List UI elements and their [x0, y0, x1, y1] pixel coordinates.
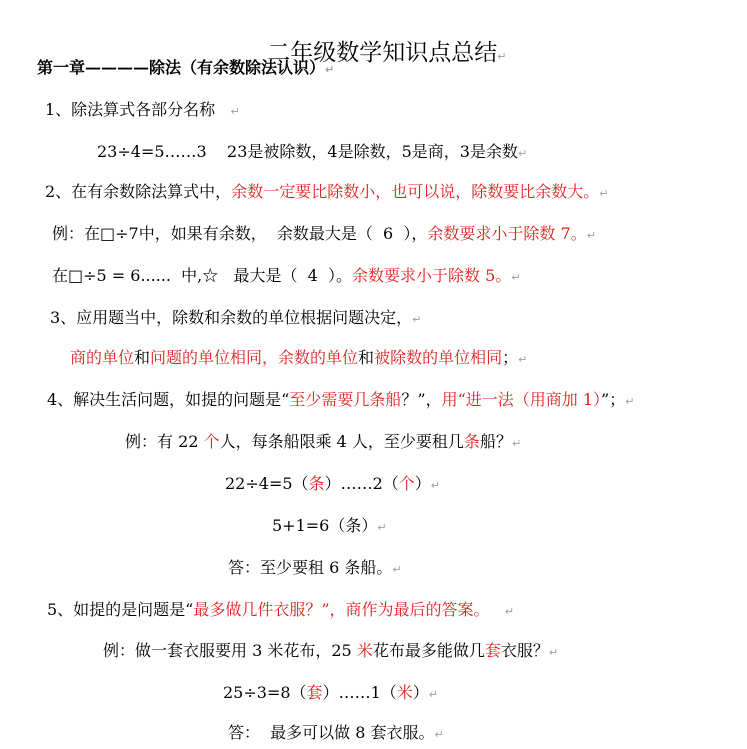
body-text: 4、解决生活问题，如提的问题是“	[47, 390, 290, 409]
text-line	[50, 308, 421, 327]
body-text: ；	[502, 348, 519, 367]
body-text: 花布最多能做几	[372, 641, 485, 660]
text-line	[37, 58, 334, 77]
paragraph-mark-icon: ↵	[548, 646, 559, 659]
highlight-text: 至少需要几条船	[289, 390, 402, 409]
highlight-text: 套	[306, 683, 323, 702]
paragraph-mark-icon: ↵	[230, 105, 240, 118]
paragraph-mark-icon: ↵	[430, 479, 440, 492]
highlight-text: 余数一定要比除数小，也可以说，除数要比余数大。	[231, 182, 600, 201]
paragraph-mark-icon: ↵	[434, 728, 444, 741]
body-text: ？”，	[401, 390, 442, 409]
highlight-text: 个	[203, 432, 220, 451]
body-text: 在□÷5 = 6...... 中,☆ 最大是（ 4 ）。	[52, 266, 353, 285]
highlight-text: 米	[396, 683, 413, 702]
text-line	[97, 142, 527, 161]
body-text: 答：至少要租 6 条船。	[228, 558, 393, 577]
highlight-text: 米	[356, 641, 373, 660]
paragraph-mark-icon: ↵	[392, 563, 402, 576]
body-text: 例：有 22	[125, 432, 204, 451]
highlight-text: 个	[398, 474, 415, 493]
body-text: ）……2（	[324, 474, 399, 493]
paragraph-mark-icon: ↵	[599, 187, 609, 200]
paragraph-mark-icon: ↵	[325, 63, 335, 76]
body-text: 23÷4=5……3 23是被除数，4是除数，5是商，3是余数	[97, 142, 518, 161]
body-text: 5+1=6（条）	[272, 516, 378, 535]
highlight-text: 余数要求小于除数 5。	[352, 266, 512, 285]
body-text: ）……1（	[322, 683, 397, 702]
text-line	[228, 558, 402, 577]
highlight-text: 问题的单位相同，余数的单位	[150, 348, 359, 367]
highlight-text: 商的单位	[70, 348, 135, 367]
highlight-text: 被除数的单位相同	[374, 348, 503, 367]
paragraph-mark-icon: ↵	[504, 605, 515, 618]
paragraph-mark-icon: ↵	[511, 437, 522, 450]
body-text: 和	[134, 348, 151, 367]
body-text: 2、在有余数除法算式中，	[45, 182, 232, 201]
body-text: ）	[414, 474, 431, 493]
paragraph-mark-icon: ↵	[518, 353, 528, 366]
text-line	[225, 474, 440, 493]
text-line	[47, 390, 634, 409]
text-line	[52, 266, 521, 285]
body-text: 22÷4=5（	[225, 474, 309, 493]
highlight-text: 最多做几件衣服？”，商作为最后的答案。	[193, 600, 490, 619]
document-title	[238, 12, 506, 95]
paragraph-mark-icon: ↵	[497, 49, 507, 63]
highlight-text: 用“进一法（用商加 1）	[441, 390, 602, 409]
body-text	[490, 600, 505, 619]
paragraph-mark-icon: ↵	[517, 147, 528, 160]
body-text: 船？	[479, 432, 512, 451]
text-line	[47, 600, 514, 619]
paragraph-mark-icon: ↵	[428, 688, 438, 701]
paragraph-mark-icon: ↵	[625, 395, 635, 408]
body-text: 答： 最多可以做 8 套衣服。	[228, 723, 435, 742]
text-line	[125, 432, 521, 451]
text-line	[223, 683, 438, 702]
highlight-text: 余数要求小于除数 7。	[427, 224, 587, 243]
body-text: ）	[412, 683, 429, 702]
body-text: 和	[358, 348, 375, 367]
body-text: 例：做一套衣服要用 3 米花布，25	[103, 641, 357, 660]
text-line	[103, 641, 558, 660]
body-text: 5、如提的是问题是“	[47, 600, 194, 619]
text-line	[272, 516, 387, 535]
text-line	[52, 224, 596, 243]
body-text: 1、除法算式各部分名称	[45, 100, 231, 119]
body-text: 第一章————除法（有余数除法认识）	[37, 58, 326, 77]
body-text: 人，每条船限乘 4 人，至少要租几	[219, 432, 464, 451]
body-text: ”；	[601, 390, 626, 409]
body-text: 例：在□÷7中，如果有余数， 余数最大是（ 6 ），	[52, 224, 428, 243]
text-line	[45, 100, 240, 119]
body-text: 25÷3=8（	[223, 683, 307, 702]
paragraph-mark-icon: ↵	[586, 229, 596, 242]
text-line	[45, 182, 608, 201]
paragraph-mark-icon: ↵	[377, 521, 387, 534]
title-text: 二年级数学知识点总结	[267, 39, 498, 66]
paragraph-mark-icon: ↵	[511, 271, 521, 284]
highlight-text: 套	[484, 641, 501, 660]
body-text: 衣服？	[500, 641, 549, 660]
highlight-text: 条	[463, 432, 480, 451]
paragraph-mark-icon: ↵	[412, 313, 422, 326]
text-line	[228, 723, 444, 742]
highlight-text: 条	[308, 474, 325, 493]
body-text: 3、应用题当中，除数和余数的单位根据问题决定，	[50, 308, 413, 327]
text-line	[70, 348, 527, 367]
